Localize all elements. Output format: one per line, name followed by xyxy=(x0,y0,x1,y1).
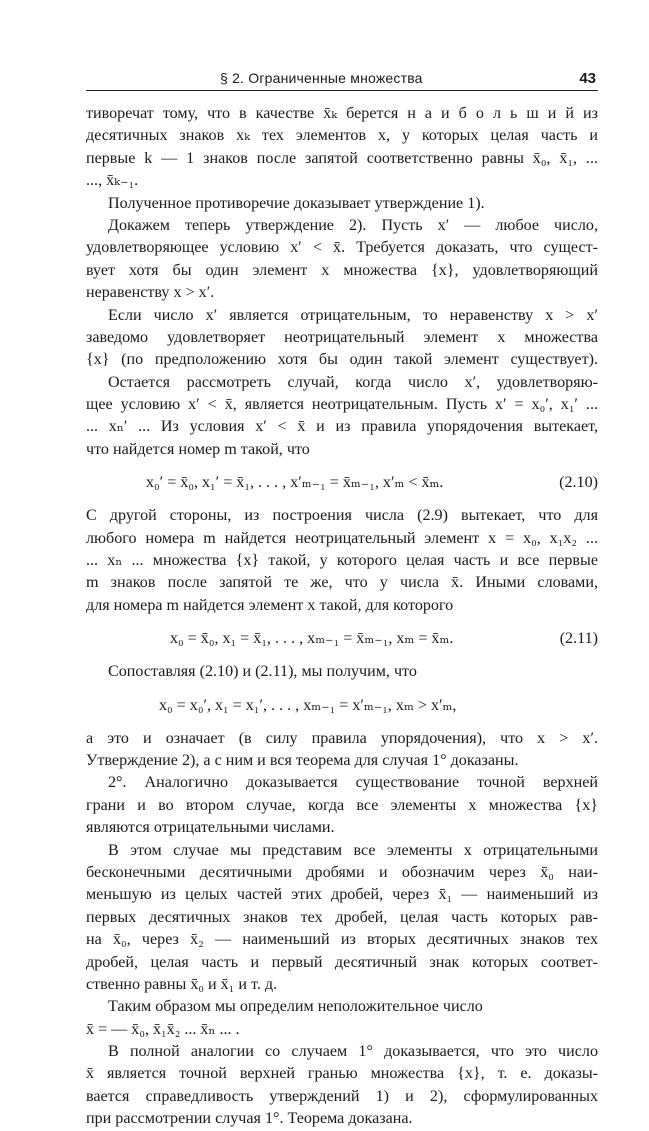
equation-comparison xyxy=(86,684,598,728)
text-line: Утверждение 2), а с ним и вся теорема для случая 1° доказаны. xyxy=(86,751,519,769)
text-line: x̄ = — x̄₀, x̄₁x̄₂ ... x̄ₙ ... . xyxy=(86,1020,240,1038)
text-line: что найдется номер m такой, что xyxy=(86,440,310,458)
text-line: {x} (по предположению хотя бы один такой элемент существует). xyxy=(86,351,598,369)
text-line: а это и означает (в силу правила упорядочения), что x > x′. xyxy=(86,729,598,747)
text-line: Остается рассмотреть случай, когда число x′, удовлетворяю- xyxy=(108,373,598,391)
text-line: меньшую из целых частей этих дробей, через x̄₁ — наименьший из xyxy=(86,886,598,904)
page-number: 43 xyxy=(579,70,596,87)
text-line: удовлетворяющее условию x′ < x̄. Требуется доказать, что сущест- xyxy=(86,239,598,257)
text-line: любого номера m найдется неотрицательный элемент x = x₀, x₁x₂ ... xyxy=(86,529,598,547)
text-line: грани и во втором случае, когда все элементы x множества {x} xyxy=(86,796,598,814)
text-line: для номера m найдется элемент x такой, для которого xyxy=(86,596,454,614)
text-line: Полученное противоречие доказывает утверждение 1). xyxy=(108,194,485,212)
text-line: ... xₙ′ ... Из условия x′ < x̄ и из правила упорядочения вытекает, xyxy=(86,418,598,436)
book-page xyxy=(86,0,598,1128)
text-line: тиворечат тому, что в качестве x̄ₖ берется н а и б о л ь ш и й из xyxy=(86,105,598,122)
text-line: Сопоставляя (2.10) и (2.11), мы получим, что xyxy=(108,663,417,681)
text-line: ..., x̄ₖ₋₁. xyxy=(86,172,139,190)
equation-expression: x₀ = x₀′, x₁ = x₁′, . . . , xₘ₋₁ = x′ₘ₋₁, xₘ > x′ₘ, xyxy=(159,696,457,714)
text-line: десятичных знаков xₖ тех элементов x, у которых целая часть и xyxy=(86,127,598,145)
text-line: m знаков после запятой те же, что у числа x̄. Иными словами, xyxy=(86,574,598,592)
text-line: В этом случае мы представим все элементы x отрицательными xyxy=(108,841,598,859)
equation-expression: x₀′ = x̄₀, x₁′ = x̄₁, . . . , x′ₘ₋₁ = x̄ₘ₋₁, x′ₘ < x̄ₘ. xyxy=(146,474,444,492)
text-line: первые k — 1 знаков после запятой соответственно равны x̄₀, x̄₁, ... xyxy=(86,149,598,167)
equation-number: (2.10) xyxy=(559,474,598,492)
text-line: Если число x′ является отрицательным, то неравенству x > x′ xyxy=(108,306,598,324)
text-line: первых десятичных знаков тех дробей, целая часть которых рав- xyxy=(86,908,598,926)
text-line: вует хотя бы один элемент x множества {x}, удовлетворяющий xyxy=(86,261,598,279)
equation-2-10 xyxy=(86,461,598,505)
text-line: Таким образом мы определим неположительное число xyxy=(108,998,483,1016)
text-line: В полной аналогии со случаем 1° доказывается, что это число xyxy=(108,1043,598,1061)
text-line: 2°. Аналогично доказывается существование точной верхней xyxy=(108,774,598,792)
page-header xyxy=(86,64,598,91)
text-line: бесконечными десятичными дробями и обозначим через x̄₀ наи- xyxy=(86,863,598,881)
text-line: при рассмотрении случая 1°. Теорема доказана. xyxy=(86,1110,413,1128)
text-line: С другой стороны, из построения числа (2.9) вытекает, что для xyxy=(86,507,598,525)
text-line: вается справедливость утверждений 1) и 2), сформулированных xyxy=(86,1087,598,1105)
text-line: x̄ является точной верхней гранью множества {x}, т. е. доказы- xyxy=(86,1065,598,1083)
text-line: неравенству x > x′. xyxy=(86,284,215,302)
text-line: заведомо удовлетворяет неотрицательный элемент x множества xyxy=(86,328,598,346)
text-line: дробей, целая часть и первый десятичный знак которых соответ- xyxy=(86,953,598,971)
text-line: являются отрицательными числами. xyxy=(86,819,335,837)
text-line: ... xₙ ... множества {x} такой, у которого целая часть и все первые xyxy=(86,552,598,570)
equation-number: (2.11) xyxy=(559,630,598,648)
text-line: ственно равны x̄₀ и x̄₁ и т. д. xyxy=(86,975,278,993)
running-head: § 2. Ограниченные множества xyxy=(220,70,423,86)
body-text xyxy=(86,103,598,1131)
equation-expression: x₀ = x̄₀, x₁ = x̄₁, . . . , xₘ₋₁ = x̄ₘ₋₁, xₘ = x̄ₘ. xyxy=(170,630,454,648)
text-line: Докажем теперь утверждение 2). Пусть x′ — любое число, xyxy=(108,216,598,234)
equation-2-11 xyxy=(86,617,598,661)
text-line: щее условию x′ < x̄, является неотрицательным. Пусть x′ = x₀′, x₁′ ... xyxy=(86,396,598,414)
text-line: на x̄₀, через x̄₂ — наименьший из вторых десятичных знаков тех xyxy=(86,931,598,949)
